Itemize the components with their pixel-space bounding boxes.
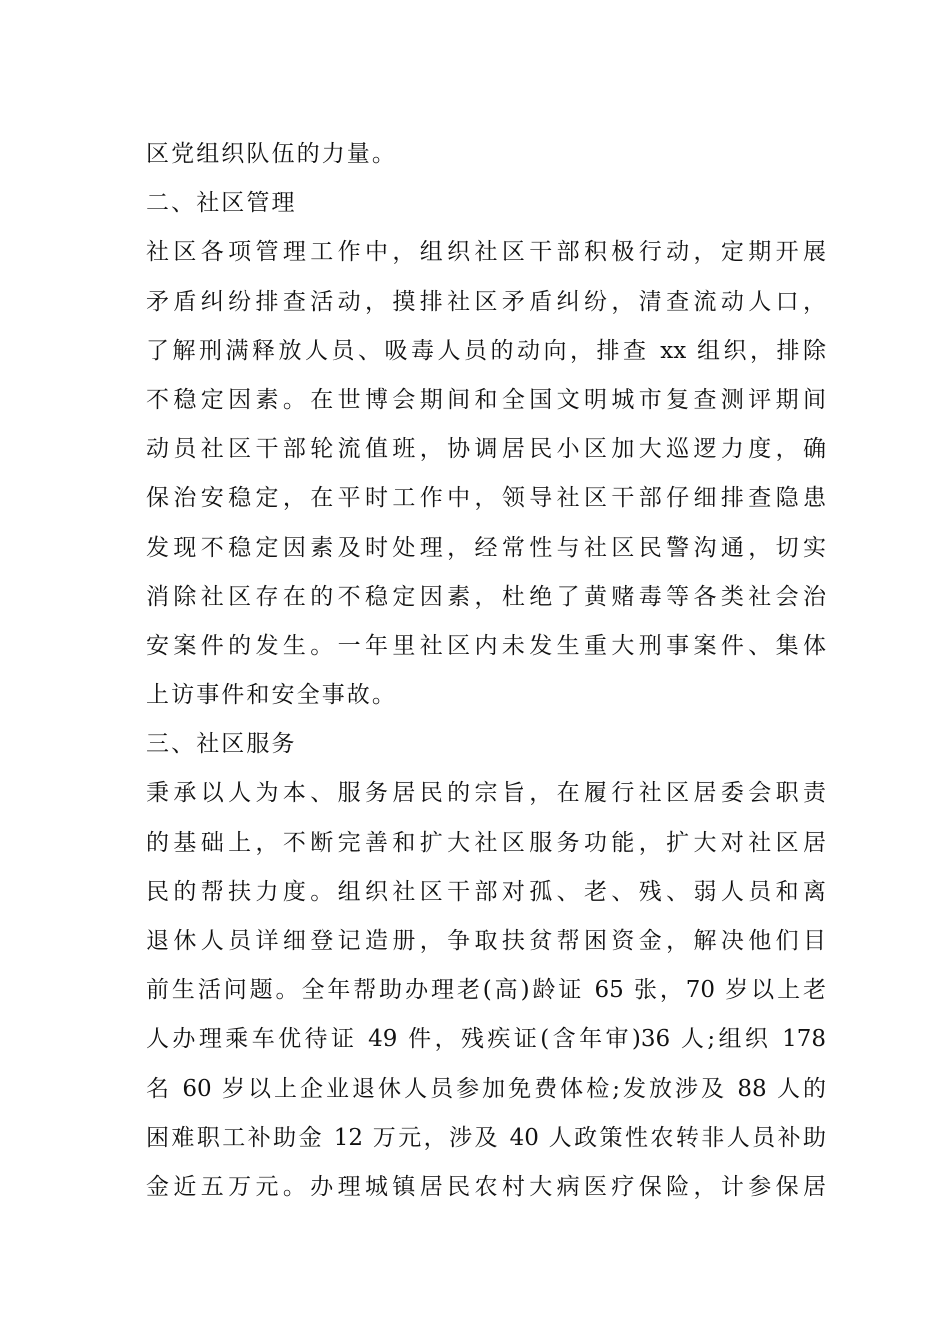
text-line: 上访事件和安全事故。 <box>146 682 397 709</box>
text-line: 退休人员详细登记造册，争取扶贫帮困资金，解决他们目 <box>146 928 826 954</box>
text-line: 不稳定因素。在世博会期间和全国文明城市复查测评期间 <box>146 386 826 413</box>
text-line: 金近五万元。办理城镇居民农村大病医疗保险，计参保居 <box>146 1173 826 1200</box>
text-line: 区党组织队伍的力量。 <box>146 141 397 167</box>
text-line: 保治安稳定，在平时工作中，领导社区干部仔细排查隐患 <box>146 485 826 512</box>
document-body <box>146 130 826 1212</box>
text-line: 前生活问题。全年帮助办理老(高)龄证 65 张，70 岁以上老 <box>146 977 826 1004</box>
text-line: 消除社区存在的不稳定因素，杜绝了黄赌毒等各类社会治 <box>146 583 826 610</box>
text-line: 安案件的发生。一年里社区内未发生重大刑事案件、集体 <box>146 632 826 659</box>
section-heading: 二、社区管理 <box>146 190 297 217</box>
text-line: 秉承以人为本、服务居民的宗旨，在履行社区居委会职责 <box>146 780 826 807</box>
text-line: 的基础上，不断完善和扩大社区服务功能，扩大对社区居 <box>146 829 826 856</box>
text-line: 矛盾纠纷排查活动，摸排社区矛盾纠纷，清查流动人口， <box>146 288 826 315</box>
text-line: 人办理乘车优待证 49 件，残疾证(含年审)36 人;组织 178 <box>146 1026 826 1053</box>
text-line: 了解刑满释放人员、吸毒人员的动向，排查 xx 组织，排除 <box>146 337 826 364</box>
text-line: 困难职工补助金 12 万元，涉及 40 人政策性农转非人员补助 <box>146 1124 826 1151</box>
text-line: 民的帮扶力度。组织社区干部对孤、老、残、弱人员和离 <box>146 878 826 905</box>
text-line: 动员社区干部轮流值班，协调居民小区加大巡逻力度，确 <box>146 436 826 463</box>
text-line: 名 60 岁以上企业退休人员参加免费体检;发放涉及 88 人的 <box>146 1075 826 1102</box>
text-line: 社区各项管理工作中，组织社区干部积极行动，定期开展 <box>146 239 826 266</box>
section-heading: 三、社区服务 <box>146 731 297 758</box>
text-line: 发现不稳定因素及时处理，经常性与社区民警沟通，切实 <box>146 534 826 561</box>
